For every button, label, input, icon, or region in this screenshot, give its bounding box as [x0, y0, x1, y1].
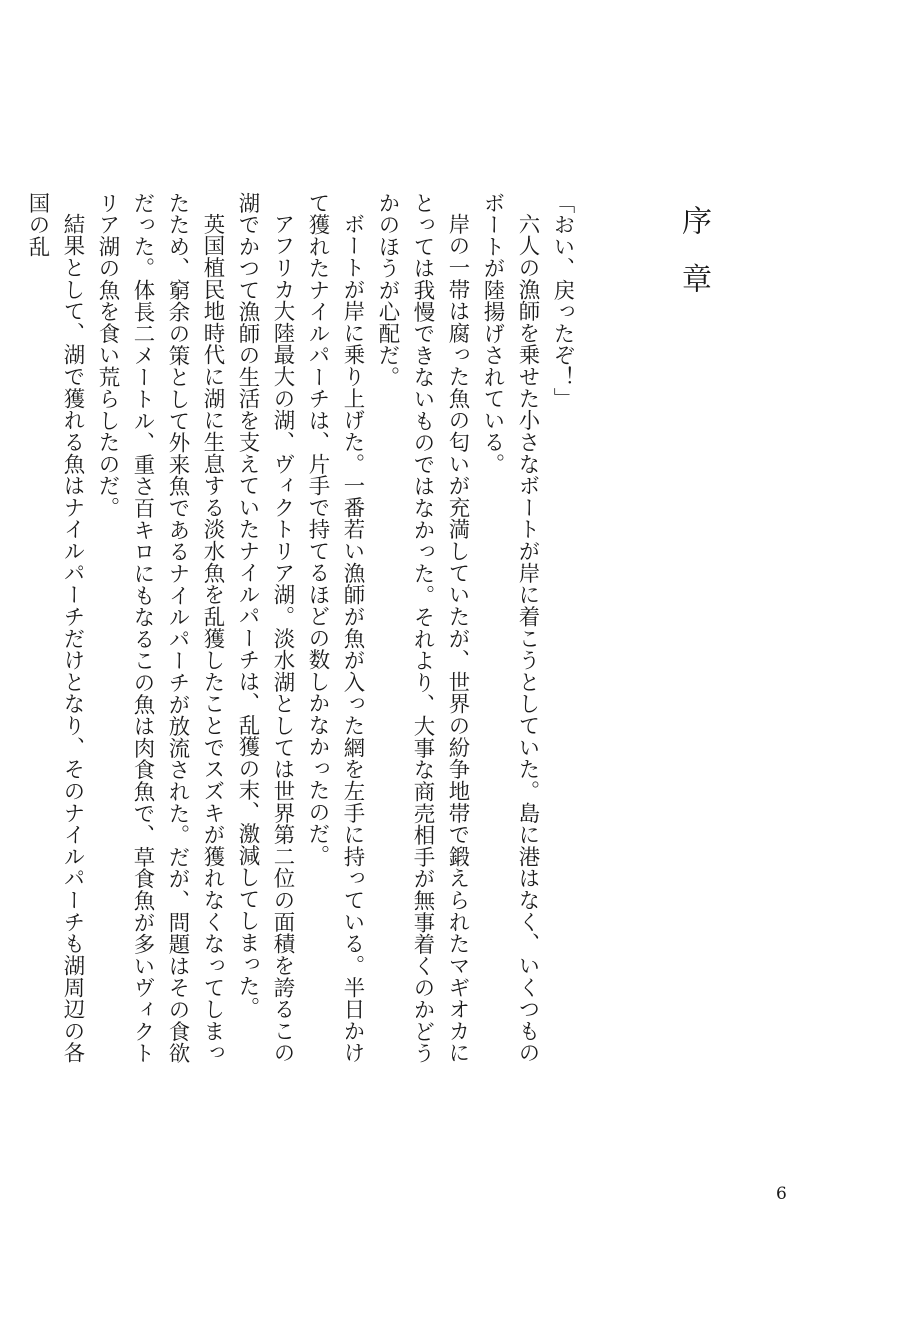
paragraph-5: アフリカ大陸最大の湖、ヴィクトリア湖。淡水湖としては世界第二位の面積を誇るこの湖でかつて漁師の生活を支えていたナイルパーチは、乱獲の末、激減してしまった。: [235, 192, 295, 1064]
paragraph-3: 岸の一帯は腐った魚の匂いが充満していたが、世界の紛争地帯で鍛えられたマギオカにとっては我慢できないものではなかった。それより、大事な商売相手が無事着くのかどうかのほうが心配だ。: [375, 192, 470, 1064]
paragraph-4: ボートが岸に乗り上げた。一番若い漁師が魚が入った網を左手に持っている。半日かけて獲れたナイルパーチは、片手で持てるほどの数しかなかったのだ。: [305, 192, 365, 1064]
paragraph-7: 結果として、湖で獲れる魚はナイルパーチだけとなり、そのナイルパーチも湖周辺の各国の乱: [25, 192, 85, 1064]
paragraph-6: 英国植民地時代に湖に生息する淡水魚を乱獲したことでスズキが獲れなくなってしまったため、窮余の策として外来魚であるナイルパーチが放流された。だが、問題はその食欲だった。体長二メートル、重さ百キロにもなるこの魚は肉食魚で、草食魚が多いヴィクトリア湖の魚を食い荒らしたのだ。: [95, 192, 225, 1064]
body-text: [20, 192, 580, 1064]
paragraph-1: 「おい、戻ったぞ！」: [550, 192, 575, 410]
chapter-title: 序章: [676, 205, 711, 321]
paragraph-2: 六人の漁師を乗せた小さなボートが岸に着こうとしていた。島に港はなく、いくつものボートが陸揚げされている。: [480, 192, 540, 1064]
page-number: 6: [776, 1184, 787, 1204]
